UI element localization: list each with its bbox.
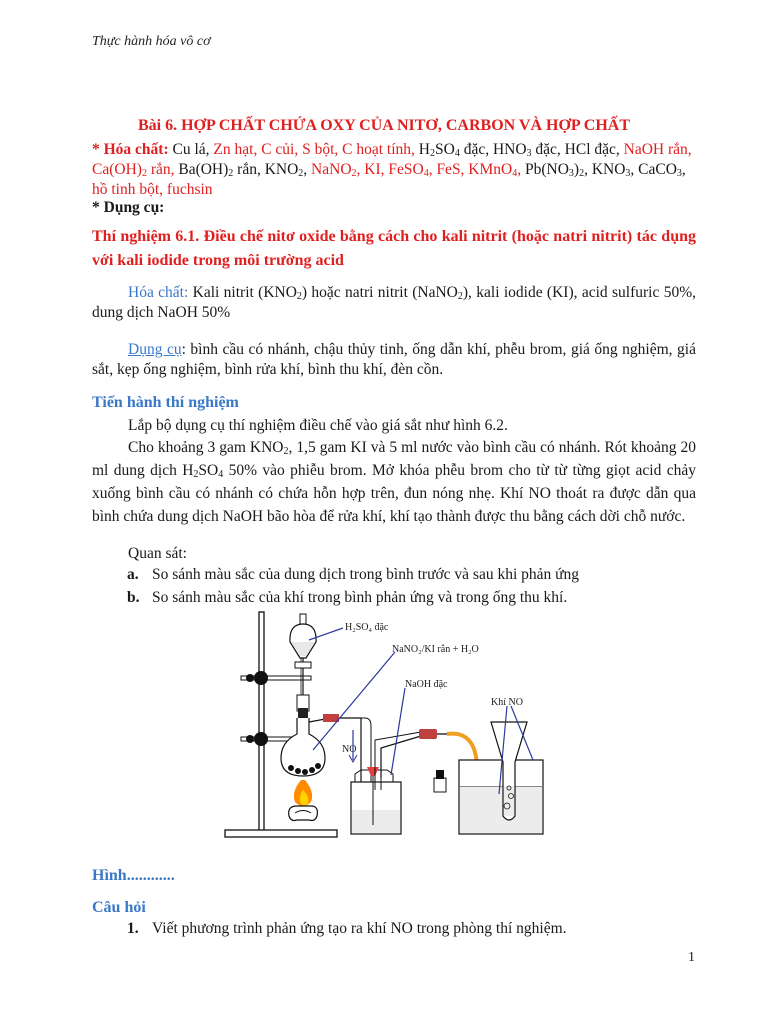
questions-heading: Câu hỏi: [92, 899, 146, 916]
procedure-step-1: Lắp bộ dụng cụ thí nghiệm điều chế vào giá sắt như hình 6.2.: [128, 417, 508, 434]
experiment-tools: Dụng cụ: bình cầu có nhánh, chậu thủy tinh, ống dẫn khí, phễu brom, giá ống nghiệm, giá sắt, kẹp ống nghiệm, bình rửa khí, bình thu khí, đèn cồn.: [92, 341, 696, 378]
label-nano2-ki: NaNO₂/KI rắn + H₂O: [392, 644, 479, 655]
question-1: 1. Viết phương trình phản ứng tạo ra khí NO trong phòng thí nghiệm.: [127, 920, 567, 937]
experiment-title: Thí nghiệm 6.1. Điều chế nitơ oxide bằng cách cho kali nitrit (hoặc natri nitrit) tác dụng với kali iodide trong môi trường acid: [92, 228, 696, 269]
label-no: NO: [342, 744, 357, 755]
test-tube-clamp: [434, 770, 446, 792]
alcohol-lamp: [289, 780, 318, 821]
chemicals-list: * Hóa chất: Cu lá, Zn hạt, C củi, S bột, C hoạt tính, $H_2SO_4$ đặc, $HNO_3$ đặc, HCl đặc, NaOH rắn, $Ca(OH)_2$ rắn, $Ba(OH)_2$ rắn, $KNO_2$, NaNO$_2$, KI, FeSO$_4$, FeS, KMnO$_4$, $Pb(NO_3)_2$, $KNO_3$, CaCO$_3$, hồ tinh bột, fuchsin: [92, 141, 692, 198]
lesson-title: Bài 6. HỢP CHẤT CHỨA OXY CỦA NITƠ, CARBON VÀ HỢP CHẤT: [137, 117, 631, 134]
label-khi-no: Khí NO: [491, 697, 523, 708]
observe-item-b: b. So sánh màu sắc của khí trong bình phản ứng và trong ống thu khí.: [127, 589, 568, 606]
observe-label: Quan sát:: [128, 545, 187, 562]
label-h2so4: H₂SO₄ đặc: [345, 622, 389, 633]
running-header: Thực hành hóa vô cơ: [92, 34, 211, 49]
dropping-funnel: [290, 614, 316, 728]
tools-label: * Dụng cụ:: [92, 199, 165, 216]
apparatus-diagram: [215, 610, 560, 840]
label-naoh: NaOH đặc: [405, 679, 448, 690]
figure-caption: Hình............: [92, 867, 175, 884]
iron-stand: [225, 612, 337, 837]
observe-item-a: a. So sánh màu sắc của dung dịch trong bình trước và sau khi phản ứng: [127, 566, 580, 583]
page-number: 1: [688, 950, 695, 965]
procedure-heading: Tiến hành thí nghiệm: [92, 394, 239, 411]
procedure-step-2: Cho khoảng 3 gam $KNO_2$, 1,5 gam KI và 5 ml nước vào bình cầu có nhánh. Rót khoảng 20 ml dung dịch $H_2SO_4$ 50% vào phiễu brom. Mở khóa phễu brom cho từ từ từng giọt acid chảy xuống bình cầu có nhánh có chứa hỗn hợp trên, đun nóng nhẹ. Khí NO thoát ra được dẫn qua bình chứa dung dịch NaOH bão hòa để rửa khí, khí tạo thành được thu bằng cách dời chỗ nước.: [92, 439, 696, 525]
round-bottom-flask: [281, 714, 339, 776]
experiment-chemicals: Hóa chất: Kali nitrit $(KNO_2)$ hoặc natri nitrit (NaNO$_2$), kali iodide (KI), acid sulfuric 50%, dung dịch NaOH 50%: [92, 284, 696, 321]
